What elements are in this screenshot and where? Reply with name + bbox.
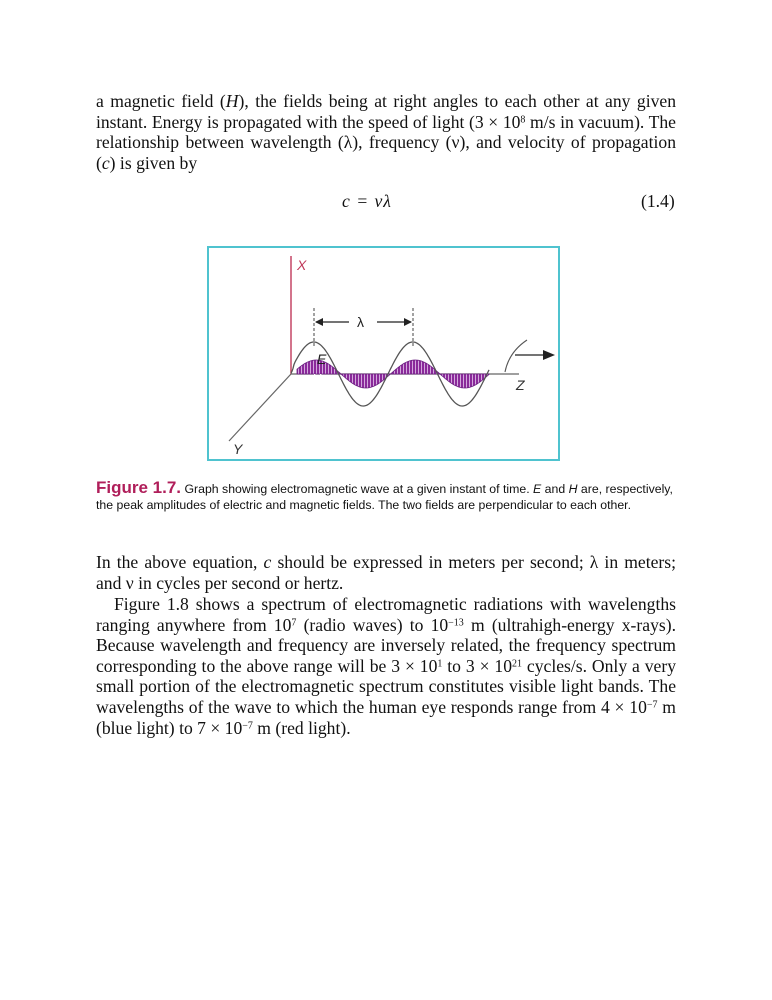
- text-run: are, respectively, the peak amplitudes of electric and magnetic fields. The two fields are perpendicular to each other.: [96, 482, 673, 512]
- superscript: −7: [242, 720, 253, 732]
- superscript: 1: [437, 658, 443, 670]
- arrowhead-right: [404, 318, 412, 326]
- equation-1-4: [0, 190, 772, 216]
- axis-z-label: Z: [516, 377, 525, 393]
- text-run: m (ultrahigh-energy x-rays). Because wavelength and frequency are inversely related, the frequency spectrum corresponding to the above range will be 3 × 10: [96, 614, 676, 676]
- text-run: Graph showing electromagnetic wave at a given instant of time.: [181, 482, 534, 496]
- caption-label: Figure 1.7.: [96, 478, 182, 497]
- arrowhead-left: [315, 318, 323, 326]
- symbol-h: H: [225, 91, 239, 111]
- equation-number: (1.4): [641, 191, 675, 211]
- superscript: 8: [520, 114, 526, 126]
- e-field-label: E: [317, 351, 327, 367]
- symbol-c: c: [263, 552, 272, 572]
- symbol-c: c: [101, 152, 110, 173]
- symbol-e: E: [533, 482, 542, 496]
- text-run: ) is given by: [109, 152, 198, 173]
- text-run: cycles/s. Only a very small portion of the electromagnetic spectrum constitutes visible light bands. The wavelengths of the wave to which the human eye responds range from 4 × 10: [96, 655, 676, 717]
- superscript: 7: [291, 617, 297, 629]
- text-run: (radio waves) to 10: [296, 614, 449, 635]
- text-run: should be expressed in meters per second; λ in meters; and ν in cycles per second or hertz.: [96, 552, 676, 593]
- em-wave-diagram: [209, 248, 562, 463]
- text-run: and: [541, 482, 569, 496]
- paragraph-units: [96, 552, 676, 593]
- axis-y-label: Y: [233, 441, 243, 457]
- text-run: Figure 1.8 shows a spectrum of electromagnetic radiations with wavelengths ranging anywhere from 10: [96, 594, 676, 635]
- text-run: to 3 × 10: [442, 655, 513, 676]
- text-run: a magnetic field (: [96, 91, 226, 111]
- text-run: In the above equation,: [96, 552, 264, 572]
- text-run: m (red light).: [252, 717, 351, 738]
- superscript: 21: [512, 658, 523, 670]
- lambda-label: λ: [357, 314, 364, 330]
- h-field-label: H: [313, 371, 323, 386]
- text-run: ), the fields being at right angles to each other at any given instant. Energy is propagated with the speed of light (3 × 10: [96, 91, 676, 132]
- paragraph-intro: [96, 91, 676, 173]
- axis-x-label: X: [297, 257, 307, 273]
- superscript: −13: [448, 617, 464, 629]
- paragraph-spectrum: [96, 594, 676, 738]
- equation-formula: c = νλ: [342, 191, 392, 211]
- figure-em-wave: [207, 246, 560, 461]
- superscript: −7: [646, 699, 658, 711]
- y-axis-line: [229, 374, 291, 441]
- propagation-curve: [505, 340, 527, 372]
- figure-caption: [96, 480, 678, 513]
- symbol-h: H: [568, 482, 578, 496]
- text-run: m/s in vacuum). The relationship between wavelength (λ), frequency (ν), and velocity of propagation (: [96, 111, 676, 173]
- text-run: m (blue light) to 7 × 10: [96, 696, 676, 738]
- propagation-arrowhead: [543, 350, 555, 360]
